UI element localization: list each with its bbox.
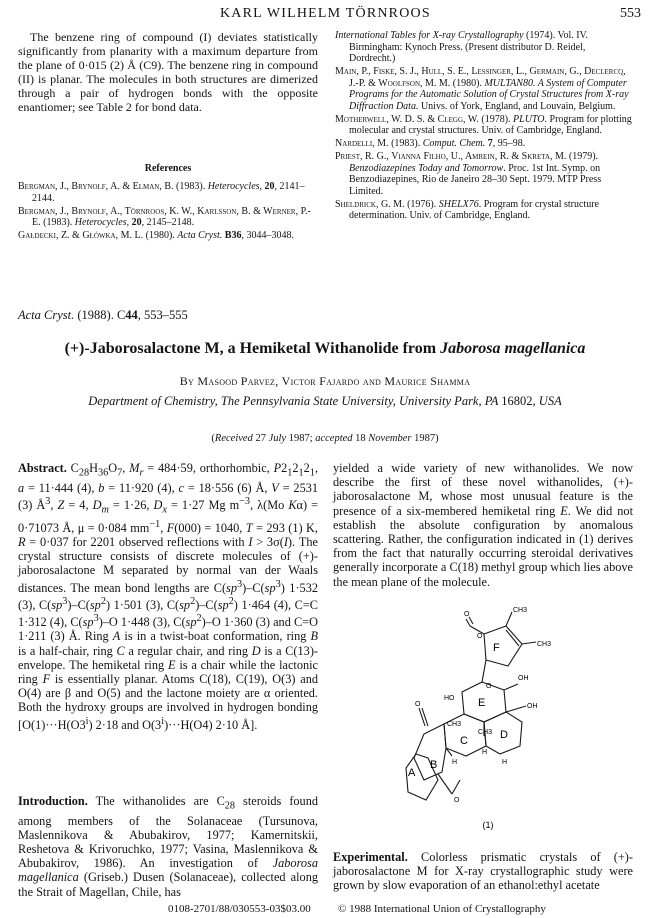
ring-label-c: C xyxy=(460,735,468,747)
reference-item: Motherwell, W. D. S. & Clegg, W. (1978). PLUTO. Program for plotting molecular and crystal structures. Univ. of Cambridge, England. xyxy=(335,113,632,136)
references-heading: References xyxy=(144,163,192,174)
atom-label: H xyxy=(482,749,488,756)
received-dates: (Received 27 July 1987; accepted 18 November 1987) xyxy=(211,433,439,444)
experimental: Experimental. Colorless prismatic crystals of (+)-jaborosalactone M for X-ray crystallographic study were grown by slow evaporation of an ethanol:ethyl acetate xyxy=(333,850,633,893)
atom-label: H xyxy=(502,759,508,766)
atom-label: HO xyxy=(444,695,455,702)
figure-caption: (1) xyxy=(482,820,494,830)
reference-item: Sheldrick, G. M. (1976). SHELX76. Program for crystal structure determination. Univ. of Cambridge, England. xyxy=(335,198,599,221)
references-left xyxy=(18,181,318,243)
atom-label: O xyxy=(415,701,421,708)
article-authors: By Masood Parvez, Victor Fajardo and Maurice Shamma xyxy=(179,374,471,388)
atom-label: O xyxy=(454,797,460,804)
prev-article-conclusion: The benzene ring of compound (I) deviates statistically significantly from planarity with a maximum departure from the plane of 0·015 (2) Å (C9). The benzene ring in compound (II) is planar. The molecules in both structures are dimerized through a pair of hydrogen bonds with the opposite enantiomer; see Table 2 for bond data. xyxy=(18,30,318,114)
reference-item: International Tables for X-ray Crystallography (1974). Vol. IV. Birmingham: Kynoch Press. (Present distributor D. Reidel, Dordrecht.) xyxy=(335,30,588,64)
atom-label: H xyxy=(452,759,458,766)
atom-label: CH3 xyxy=(513,607,528,614)
references-right xyxy=(335,30,632,223)
atom-label: O xyxy=(486,683,492,690)
ring-label-a: A xyxy=(408,767,416,779)
atom-label: O xyxy=(477,633,483,640)
ring-label-e: E xyxy=(478,697,486,709)
atom-label: CH3 xyxy=(447,721,462,728)
introduction-right: yielded a wide variety of new withanolides. We now describe the first of these novel withanolides, (+)-jaborosalactone M, whose most unusual feature is the presence of a six-membered hemiketal ring E. We did not establish the absolute configuration by anomalous scattering. Rather, the configuration indicated in (1) derives from the fact that naturally occurring steroidal derivatives generally incorporate a C(18) methyl group which lies above the mean plane of the molecule. xyxy=(333,461,633,589)
ring-label-b: B xyxy=(430,759,438,771)
atom-label: O xyxy=(464,611,470,618)
reference-item: Bergman, J., Brynolf, A., Törnroos, K. W., Karlsson, B. & Werner, P.-E. (1983). Heterocycles, 20, 2145–2148. xyxy=(18,205,311,228)
reference-item: Gałdecki, Z. & Główka, M. L. (1980). Acta Cryst. B36, 3044–3048. xyxy=(18,230,294,241)
article-affiliation: Department of Chemistry, The Pennsylvania State University, University Park, PA 16802, USA xyxy=(88,394,562,408)
structure-figure xyxy=(400,604,570,832)
abstract-label: Abstract. xyxy=(18,461,67,475)
atom-label: CH3 xyxy=(537,641,552,648)
reference-item: Main, P., Fiske, S. J., Hull, S. E., Lessinger, L., Germain, G., Declercq, J.-P. & Woolfson, M. M. (1980). MULTAN80. A System of Computer Programs for the Automatic Solution of Crystal Structures from X-ray Diffraction Data. Univs. of York, England, and Louvain, Belgium. xyxy=(335,66,629,112)
experimental-label: Experimental. xyxy=(333,850,408,864)
article-title: (+)-Jaborosalactone M, a Hemiketal Withanolide from Jaborosa magellanica xyxy=(64,340,586,357)
ring-label-f: F xyxy=(493,642,500,654)
introduction-label: Introduction. xyxy=(18,794,88,808)
running-head xyxy=(0,6,650,22)
introduction-left: Introduction. The withanolides are $C_{28}$ steroids found among members of the Solanaceae (Tursunova, Maslennikova & Abubakirov, 1977; Kamernitskii, Reshetova & Krivoruchko, 1977; Vasina, Maslennikova & Abubakirov, 1986). An investigation of Jaborosa magellanica (Griseb.) Dusen (Solanaceae), collected along the Strait of Magellan, Chile, has xyxy=(18,794,319,899)
reference-item: Bergman, J., Brynolf, A. & Elman, B. (1983). Heterocycles, 20, 2141–2144. xyxy=(18,181,305,204)
abstract: Abstract. $C_{28}H_{36}O_7$, $M_r = 484\cdot 59$, orthorhombic, $P2_12_12_1$, a = 11·444 (4), b = 11·920 (4), c = 18·556 (6) Å, V = 2531 (3) $Å^3$, Z = 4, $D_m = 1\cdot 26$, $D_x = 1\cdot 27$ Mg $m^{-3}$, λ(Mo Kα) = 0·71073 Å, μ = 0·084 $mm^{-1}$, F(000) = 1040, T = 293 (1) K, R = 0·037 for 2201 observed reflections with I > 3σ(I). The crystal structure consists of discrete molecules of (+)-jaborosalactone M separated by normal van der Waals distances. The mean bond lengths are $C(sp^3)-C(sp^3)$ 1·532 (3), $C(sp^3)-C(sp^2)$ 1·501 (3), $C(sp^2)-C(sp^2)$ 1·464 (4), C=C 1·312 (4), $C(sp^3)-O$ 1·448 (3), $C(sp^2)-O$ 1·360 (3) and C=O 1·211 (3) Å. Ring A is in a twist-boat conformation, ring B is a half-chair, ring C a regular chair, and ring D is a C(13)-envelope. The hemiketal ring E is a chair while the lactonic ring F is essentially planar. Atoms C(18), C(19), O(3) and O(4) are β and O(5) and the lactone moiety are α oriented. Both the hydroxy groups are involved in hydrogen bonding [$O(1)\cdot\cdot\cdot H(O3^i)$ 2·18 and $O(3^i)\cdot\cdot\cdot H(O4)$ 2·10 Å]. xyxy=(18,461,319,732)
journal-citation: Acta Cryst. (1988). C44, 553–555 xyxy=(18,308,188,322)
atom-label: OH xyxy=(518,675,529,682)
page-number: 553 xyxy=(620,6,641,21)
issn-code: 0108-2701/88/030553-03$03.00 xyxy=(168,903,311,915)
atom-label: OH xyxy=(527,703,538,710)
reference-item: Priest, R. G., Vianna Filho, U., Amrein, R. & Skreta, M. (1979). Benzodiazepines Today and Tomorrow. Proc. 1st Int. Symp. on Benzodiazepines, Rio de Janeiro 28–30 Sept. 1979. MTP Press Limited. xyxy=(335,151,602,197)
reference-item: Nardelli, M. (1983). Comput. Chem. 7, 95–98. xyxy=(335,138,526,149)
running-head-title: KARL WILHELM TÖRNROOS xyxy=(220,6,431,21)
ring-label-d: D xyxy=(500,729,508,741)
atom-label: CH3 xyxy=(478,729,493,736)
copyright: © 1988 International Union of Crystallography xyxy=(338,903,546,915)
